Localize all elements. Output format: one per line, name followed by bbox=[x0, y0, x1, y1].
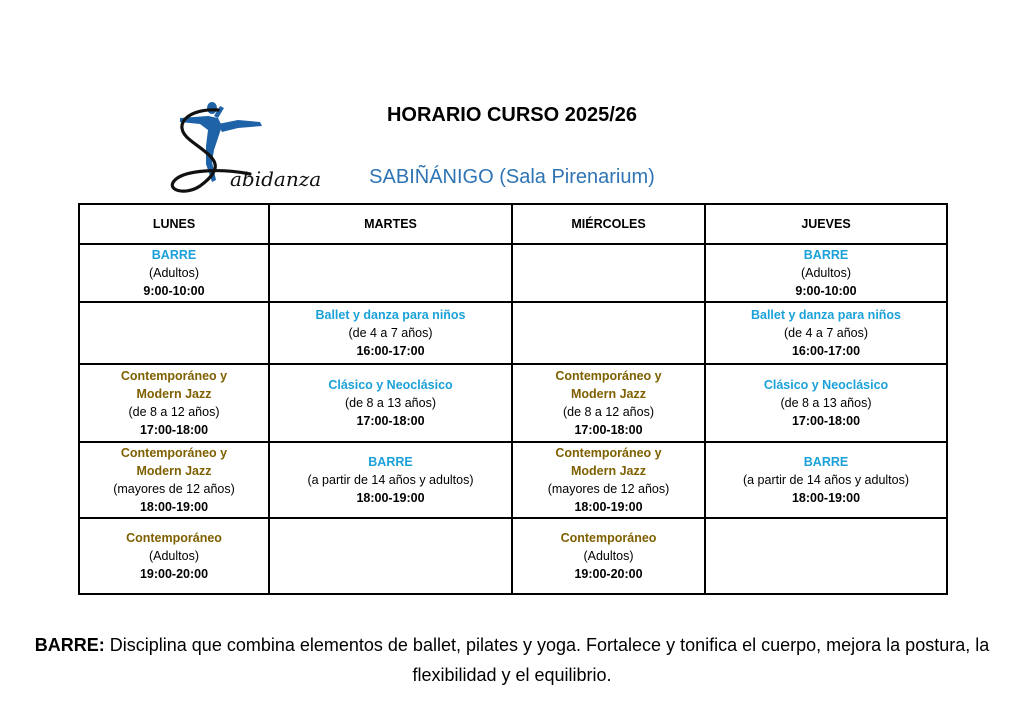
class-time: 16:00-17:00 bbox=[791, 344, 861, 358]
class-time: 17:00-18:00 bbox=[139, 423, 209, 437]
class-name: Contemporáneo bbox=[126, 531, 222, 545]
schedule-cell bbox=[512, 442, 705, 518]
barre-description: Disciplina que combina elementos de ballet, pilates y yoga. Fortalece y tonifica el cuerpo, mejora la postura, la flexibilidad y el equilibrio. bbox=[109, 635, 990, 685]
class-time: 19:00-20:00 bbox=[574, 567, 643, 581]
class-name: Clásico y Neoclásico bbox=[763, 378, 889, 392]
class-time: 19:00-20:00 bbox=[139, 567, 209, 581]
class-name: Contemporáneo y Modern Jazz bbox=[555, 446, 662, 478]
class-name: Ballet y danza para niños bbox=[750, 308, 902, 322]
class-time: 17:00-18:00 bbox=[574, 423, 643, 437]
page-title-text: HORARIO CURSO 2025/26 bbox=[386, 104, 638, 126]
class-audience: (de 8 a 13 años) bbox=[344, 396, 437, 410]
class-time: 9:00-10:00 bbox=[795, 284, 857, 298]
schedule-cell bbox=[269, 244, 512, 302]
day-header: LUNES bbox=[79, 204, 269, 244]
class-audience: (Adultos) bbox=[583, 549, 634, 563]
schedule-table bbox=[78, 203, 948, 595]
class-time: 18:00-19:00 bbox=[356, 491, 425, 505]
class-audience: (Adultos) bbox=[800, 266, 852, 280]
class-name: Contemporáneo y Modern Jazz bbox=[120, 446, 228, 478]
class-name: Contemporáneo y Modern Jazz bbox=[120, 369, 228, 401]
schedule-cell bbox=[269, 518, 512, 594]
schedule-cell bbox=[269, 442, 512, 518]
schedule-cell bbox=[79, 302, 269, 364]
class-name: Contemporáneo bbox=[560, 531, 657, 545]
schedule-cell bbox=[705, 518, 947, 594]
page-title bbox=[0, 104, 1024, 127]
table-row bbox=[79, 364, 947, 442]
class-name: BARRE bbox=[151, 248, 197, 262]
table-header-row bbox=[79, 204, 947, 244]
logo-text: abidanza bbox=[230, 167, 320, 191]
class-audience: (de 8 a 12 años) bbox=[562, 405, 655, 419]
class-audience: (Adultos) bbox=[148, 266, 200, 280]
schedule-cell bbox=[269, 364, 512, 442]
class-audience: (mayores de 12 años) bbox=[547, 482, 670, 496]
class-audience: (de 4 a 7 años) bbox=[783, 326, 869, 340]
schedule-cell bbox=[79, 364, 269, 442]
schedule-cell bbox=[512, 244, 705, 302]
schedule-cell bbox=[79, 244, 269, 302]
class-time: 18:00-19:00 bbox=[574, 500, 643, 514]
schedule-cell bbox=[79, 518, 269, 594]
class-time: 16:00-17:00 bbox=[356, 344, 425, 358]
table-row bbox=[79, 518, 947, 594]
class-audience: (de 8 a 12 años) bbox=[128, 405, 220, 419]
class-audience: (a partir de 14 años y adultos) bbox=[742, 473, 910, 487]
class-time: 17:00-18:00 bbox=[356, 414, 425, 428]
schedule-cell bbox=[705, 244, 947, 302]
class-audience: (de 8 a 13 años) bbox=[780, 396, 872, 410]
class-time: 9:00-10:00 bbox=[143, 284, 205, 298]
barre-term: BARRE: bbox=[34, 635, 105, 655]
schedule-cell bbox=[705, 302, 947, 364]
schedule-cell bbox=[79, 442, 269, 518]
day-header: JUEVES bbox=[705, 204, 947, 244]
schedule-cell bbox=[705, 442, 947, 518]
schedule-cell bbox=[512, 302, 705, 364]
day-header: MIÉRCOLES bbox=[512, 204, 705, 244]
class-audience: (de 4 a 7 años) bbox=[348, 326, 433, 340]
class-name: BARRE bbox=[368, 455, 413, 469]
table-row bbox=[79, 442, 947, 518]
day-header: MARTES bbox=[269, 204, 512, 244]
schedule-cell bbox=[705, 364, 947, 442]
class-name: Contemporáneo y Modern Jazz bbox=[555, 369, 662, 401]
class-name: Clásico y Neoclásico bbox=[328, 378, 453, 392]
table-row bbox=[79, 244, 947, 302]
class-time: 18:00-19:00 bbox=[139, 500, 209, 514]
class-time: 18:00-19:00 bbox=[791, 491, 861, 505]
schedule-cell bbox=[512, 518, 705, 594]
class-name: BARRE bbox=[803, 455, 849, 469]
page-subtitle: SABIÑÁNIGO (Sala Pirenarium) bbox=[369, 166, 655, 188]
table-row bbox=[79, 302, 947, 364]
barre-definition bbox=[30, 630, 994, 690]
schedule-cell bbox=[269, 302, 512, 364]
class-audience: (a partir de 14 años y adultos) bbox=[307, 473, 474, 487]
class-name: BARRE bbox=[803, 248, 849, 262]
class-name: Ballet y danza para niños bbox=[315, 308, 466, 322]
class-audience: (mayores de 12 años) bbox=[113, 482, 235, 496]
class-audience: (Adultos) bbox=[148, 549, 200, 563]
class-time: 17:00-18:00 bbox=[791, 414, 861, 428]
schedule-cell bbox=[512, 364, 705, 442]
